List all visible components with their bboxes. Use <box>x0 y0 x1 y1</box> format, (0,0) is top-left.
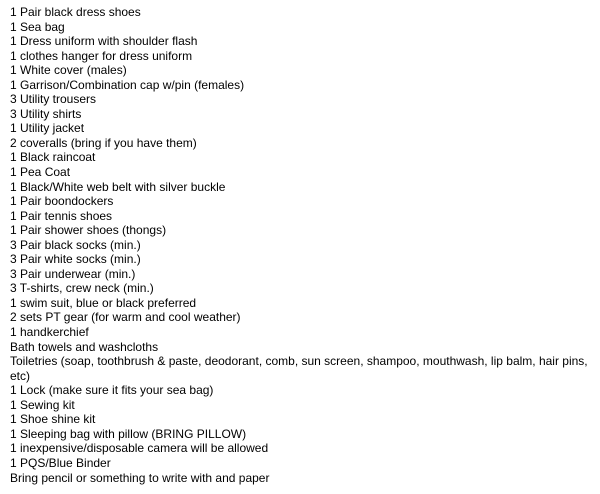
list-item: 3 Pair underwear (min.) <box>10 266 136 281</box>
list-item: 1 Pea Coat <box>10 165 71 180</box>
list-item: 2 coveralls (bring if you have them) <box>10 135 197 150</box>
list-item: 2 sets PT gear (for warm and cool weather) <box>10 310 241 325</box>
list-item: 3 Pair white socks (min.) <box>10 252 141 267</box>
list-item: 1 Black raincoat <box>10 150 96 165</box>
list-item: 1 Pair boondockers <box>10 194 114 209</box>
list-item: 1 Black/White web belt with silver buckle <box>10 179 226 194</box>
list-item: 1 White cover (males) <box>10 63 127 78</box>
list-item: 1 Lock (make sure it fits your sea bag) <box>10 383 214 398</box>
packing-list <box>10 5 592 485</box>
list-item: Toiletries (soap, toothbrush & paste, deodorant, comb, sun screen, shampoo, mouthwash, lip balm, hair pins, etc) <box>10 354 588 383</box>
list-item: 1 clothes hanger for dress uniform <box>10 48 193 63</box>
list-item: 1 Pair shower shoes (thongs) <box>10 223 167 238</box>
list-item: 1 Dress uniform with shoulder flash <box>10 34 198 49</box>
list-item: 1 Pair black dress shoes <box>10 5 141 19</box>
list-item: 1 Shoe shine kit <box>10 412 96 427</box>
list-item: 3 Utility shirts <box>10 106 82 121</box>
list-item: Bath towels and washcloths <box>10 339 159 354</box>
list-item: 3 Pair black socks (min.) <box>10 237 141 252</box>
list-item: 1 Pair tennis shoes <box>10 208 113 223</box>
list-item: 1 swim suit, blue or black preferred <box>10 295 197 310</box>
list-item: 3 Utility trousers <box>10 92 97 107</box>
list-item: Bring pencil or something to write with and paper <box>10 470 270 485</box>
list-item: 1 PQS/Blue Binder <box>10 455 111 470</box>
list-item: 1 Sea bag <box>10 19 65 34</box>
list-item: 1 inexpensive/disposable camera will be allowed <box>10 441 269 456</box>
list-item: 1 Sleeping bag with pillow (BRING PILLOW) <box>10 426 247 441</box>
list-item: 1 Sewing kit <box>10 397 75 412</box>
list-item: 1 Garrison/Combination cap w/pin (females) <box>10 77 245 92</box>
list-item: 1 Utility jacket <box>10 121 85 136</box>
list-item: 3 T-shirts, crew neck (min.) <box>10 281 154 296</box>
list-item: 1 handkerchief <box>10 325 89 340</box>
